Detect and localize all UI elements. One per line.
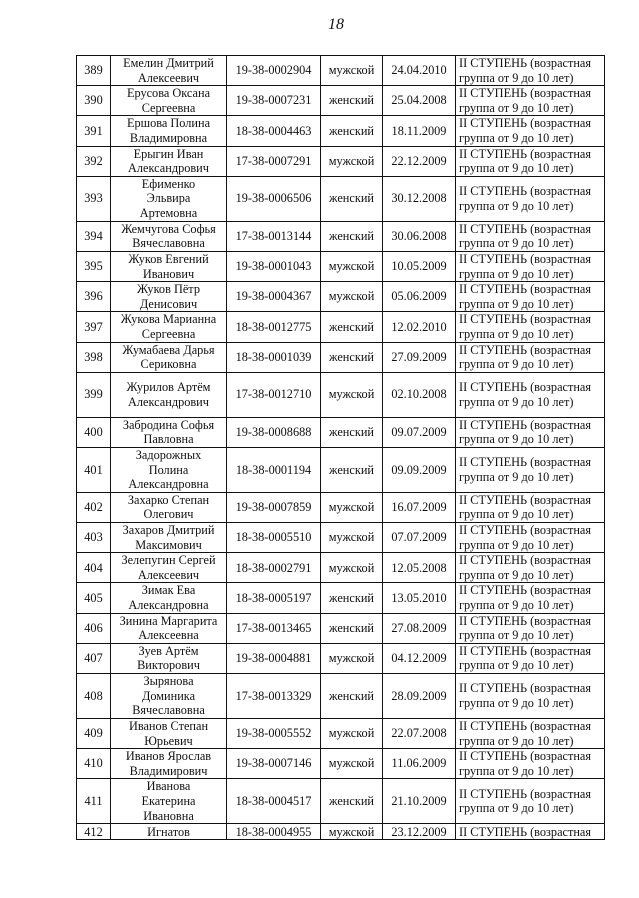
gender-cell: мужской xyxy=(321,56,383,86)
participant-id-cell: 19-38-0001043 xyxy=(227,251,321,281)
gender-cell: женский xyxy=(321,779,383,824)
birth-date-cell: 09.09.2009 xyxy=(383,447,456,492)
level-cell: II СТУПЕНЬ (возрастная группа от 9 до 10 лет) xyxy=(456,176,605,221)
full-name-cell: Захарко Степан Олегович xyxy=(111,492,227,522)
full-name-cell: Ефименко Эльвира Артемовна xyxy=(111,176,227,221)
level-cell: II СТУПЕНЬ (возрастная группа от 9 до 10 лет) xyxy=(456,613,605,643)
row-number-cell: 396 xyxy=(77,282,111,312)
participant-id-cell: 18-38-0004517 xyxy=(227,779,321,824)
table-row xyxy=(77,824,605,840)
full-name-cell: Иванов Ярослав Владимирович xyxy=(111,749,227,779)
full-name-cell: Зуев Артём Викторович xyxy=(111,643,227,673)
gender-cell: мужской xyxy=(321,719,383,749)
level-cell: II СТУПЕНЬ (возрастная xyxy=(456,824,605,840)
full-name-cell: Зимак Ева Александровна xyxy=(111,583,227,613)
row-number-cell: 392 xyxy=(77,146,111,176)
level-cell: II СТУПЕНЬ (возрастная группа от 9 до 10 лет) xyxy=(456,86,605,116)
gender-cell: женский xyxy=(321,86,383,116)
full-name-cell: Забродина Софья Павловна xyxy=(111,417,227,447)
full-name-cell: Жукова Марианна Сергеевна xyxy=(111,312,227,342)
level-cell: II СТУПЕНЬ (возрастная группа от 9 до 10 лет) xyxy=(456,583,605,613)
table-row xyxy=(77,719,605,749)
participant-id-cell: 19-38-0007231 xyxy=(227,86,321,116)
level-cell: II СТУПЕНЬ (возрастная группа от 9 до 10 лет) xyxy=(456,221,605,251)
participant-id-cell: 19-38-0004367 xyxy=(227,282,321,312)
table-row xyxy=(77,523,605,553)
table-row xyxy=(77,674,605,719)
full-name-cell: Иванов Степан Юрьевич xyxy=(111,719,227,749)
gender-cell: женский xyxy=(321,176,383,221)
birth-date-cell: 12.02.2010 xyxy=(383,312,456,342)
gender-cell: женский xyxy=(321,447,383,492)
participant-id-cell: 19-38-0008688 xyxy=(227,417,321,447)
level-cell: II СТУПЕНЬ (возрастная группа от 9 до 10 лет) xyxy=(456,553,605,583)
birth-date-cell: 30.12.2008 xyxy=(383,176,456,221)
participant-id-cell: 18-38-0005197 xyxy=(227,583,321,613)
birth-date-cell: 13.05.2010 xyxy=(383,583,456,613)
full-name-cell: Журилов Артём Александрович xyxy=(111,372,227,417)
birth-date-cell: 23.12.2009 xyxy=(383,824,456,840)
row-number-cell: 410 xyxy=(77,749,111,779)
table-row xyxy=(77,583,605,613)
row-number-cell: 390 xyxy=(77,86,111,116)
full-name-cell: Зырянова Доминика Вячеславовна xyxy=(111,674,227,719)
participant-id-cell: 18-38-0012775 xyxy=(227,312,321,342)
row-number-cell: 404 xyxy=(77,553,111,583)
participant-id-cell: 18-38-0005510 xyxy=(227,523,321,553)
gender-cell: женский xyxy=(321,221,383,251)
level-cell: II СТУПЕНЬ (возрастная группа от 9 до 10 лет) xyxy=(456,674,605,719)
level-cell: II СТУПЕНЬ (возрастная группа от 9 до 10 лет) xyxy=(456,779,605,824)
birth-date-cell: 28.09.2009 xyxy=(383,674,456,719)
row-number-cell: 401 xyxy=(77,447,111,492)
table-row xyxy=(77,282,605,312)
table-row xyxy=(77,56,605,86)
gender-cell: мужской xyxy=(321,282,383,312)
full-name-cell: Иванова Екатерина Ивановна xyxy=(111,779,227,824)
table-row xyxy=(77,779,605,824)
full-name-cell: Ерусова Оксана Сергеевна xyxy=(111,86,227,116)
full-name-cell: Зелепугин Сергей Алексеевич xyxy=(111,553,227,583)
birth-date-cell: 02.10.2008 xyxy=(383,372,456,417)
level-cell: II СТУПЕНЬ (возрастная группа от 9 до 10 лет) xyxy=(456,372,605,417)
birth-date-cell: 16.07.2009 xyxy=(383,492,456,522)
participant-id-cell: 19-38-0004881 xyxy=(227,643,321,673)
birth-date-cell: 30.06.2008 xyxy=(383,221,456,251)
birth-date-cell: 27.09.2009 xyxy=(383,342,456,372)
gender-cell: женский xyxy=(321,613,383,643)
full-name-cell: Игнатов xyxy=(111,824,227,840)
row-number-cell: 389 xyxy=(77,56,111,86)
gender-cell: женский xyxy=(321,342,383,372)
birth-date-cell: 21.10.2009 xyxy=(383,779,456,824)
birth-date-cell: 05.06.2009 xyxy=(383,282,456,312)
gender-cell: мужской xyxy=(321,523,383,553)
level-cell: II СТУПЕНЬ (возрастная группа от 9 до 10 лет) xyxy=(456,146,605,176)
participant-id-cell: 17-38-0007291 xyxy=(227,146,321,176)
table-row xyxy=(77,176,605,221)
level-cell: II СТУПЕНЬ (возрастная группа от 9 до 10 лет) xyxy=(456,447,605,492)
full-name-cell: Ерыгин Иван Александрович xyxy=(111,146,227,176)
gender-cell: мужской xyxy=(321,553,383,583)
level-cell: II СТУПЕНЬ (возрастная группа от 9 до 10 лет) xyxy=(456,251,605,281)
table-row xyxy=(77,613,605,643)
birth-date-cell: 24.04.2010 xyxy=(383,56,456,86)
row-number-cell: 412 xyxy=(77,824,111,840)
full-name-cell: Зинина Маргарита Алексеевна xyxy=(111,613,227,643)
participant-id-cell: 19-38-0007859 xyxy=(227,492,321,522)
table-row xyxy=(77,251,605,281)
participant-id-cell: 18-38-0002791 xyxy=(227,553,321,583)
row-number-cell: 395 xyxy=(77,251,111,281)
full-name-cell: Жуков Пётр Денисович xyxy=(111,282,227,312)
row-number-cell: 398 xyxy=(77,342,111,372)
gender-cell: женский xyxy=(321,312,383,342)
level-cell: II СТУПЕНЬ (возрастная группа от 9 до 10 лет) xyxy=(456,282,605,312)
participant-id-cell: 18-38-0004955 xyxy=(227,824,321,840)
gender-cell: мужской xyxy=(321,146,383,176)
row-number-cell: 400 xyxy=(77,417,111,447)
row-number-cell: 409 xyxy=(77,719,111,749)
gender-cell: мужской xyxy=(321,824,383,840)
level-cell: II СТУПЕНЬ (возрастная группа от 9 до 10 лет) xyxy=(456,643,605,673)
participant-id-cell: 17-38-0013329 xyxy=(227,674,321,719)
gender-cell: мужской xyxy=(321,372,383,417)
table-row xyxy=(77,553,605,583)
participant-id-cell: 17-38-0013465 xyxy=(227,613,321,643)
row-number-cell: 406 xyxy=(77,613,111,643)
row-number-cell: 399 xyxy=(77,372,111,417)
birth-date-cell: 18.11.2009 xyxy=(383,116,456,146)
level-cell: II СТУПЕНЬ (возрастная группа от 9 до 10 лет) xyxy=(456,417,605,447)
birth-date-cell: 11.06.2009 xyxy=(383,749,456,779)
level-cell: II СТУПЕНЬ (возрастная группа от 9 до 10 лет) xyxy=(456,492,605,522)
level-cell: II СТУПЕНЬ (возрастная группа от 9 до 10 лет) xyxy=(456,523,605,553)
full-name-cell: Задорожных Полина Александровна xyxy=(111,447,227,492)
row-number-cell: 405 xyxy=(77,583,111,613)
table-row xyxy=(77,492,605,522)
row-number-cell: 402 xyxy=(77,492,111,522)
gender-cell: мужской xyxy=(321,492,383,522)
participants-table-body xyxy=(77,56,605,840)
level-cell: II СТУПЕНЬ (возрастная группа от 9 до 10 лет) xyxy=(456,116,605,146)
full-name-cell: Жуков Евгений Иванович xyxy=(111,251,227,281)
birth-date-cell: 25.04.2008 xyxy=(383,86,456,116)
gender-cell: женский xyxy=(321,674,383,719)
table-row xyxy=(77,447,605,492)
table-row xyxy=(77,86,605,116)
table-row xyxy=(77,221,605,251)
participant-id-cell: 19-38-0006506 xyxy=(227,176,321,221)
gender-cell: женский xyxy=(321,116,383,146)
row-number-cell: 411 xyxy=(77,779,111,824)
table-row xyxy=(77,342,605,372)
participant-id-cell: 17-38-0012710 xyxy=(227,372,321,417)
full-name-cell: Жумабаева Дарья Сериковна xyxy=(111,342,227,372)
table-row xyxy=(77,417,605,447)
level-cell: II СТУПЕНЬ (возрастная группа от 9 до 10 лет) xyxy=(456,312,605,342)
full-name-cell: Захаров Дмитрий Максимович xyxy=(111,523,227,553)
page-number: 18 xyxy=(328,16,344,33)
table-row xyxy=(77,146,605,176)
level-cell: II СТУПЕНЬ (возрастная группа от 9 до 10 лет) xyxy=(456,56,605,86)
gender-cell: женский xyxy=(321,583,383,613)
gender-cell: женский xyxy=(321,417,383,447)
row-number-cell: 407 xyxy=(77,643,111,673)
birth-date-cell: 22.12.2009 xyxy=(383,146,456,176)
birth-date-cell: 12.05.2008 xyxy=(383,553,456,583)
participant-id-cell: 19-38-0007146 xyxy=(227,749,321,779)
row-number-cell: 393 xyxy=(77,176,111,221)
row-number-cell: 403 xyxy=(77,523,111,553)
level-cell: II СТУПЕНЬ (возрастная группа от 9 до 10 лет) xyxy=(456,719,605,749)
birth-date-cell: 27.08.2009 xyxy=(383,613,456,643)
level-cell: II СТУПЕНЬ (возрастная группа от 9 до 10 лет) xyxy=(456,342,605,372)
row-number-cell: 391 xyxy=(77,116,111,146)
birth-date-cell: 10.05.2009 xyxy=(383,251,456,281)
birth-date-cell: 07.07.2009 xyxy=(383,523,456,553)
level-cell: II СТУПЕНЬ (возрастная группа от 9 до 10 лет) xyxy=(456,749,605,779)
full-name-cell: Емелин Дмитрий Алексеевич xyxy=(111,56,227,86)
table-row xyxy=(77,312,605,342)
full-name-cell: Жемчугова Софья Вячеславовна xyxy=(111,221,227,251)
participant-id-cell: 18-38-0001194 xyxy=(227,447,321,492)
table-row xyxy=(77,116,605,146)
row-number-cell: 394 xyxy=(77,221,111,251)
participant-id-cell: 19-38-0002904 xyxy=(227,56,321,86)
gender-cell: мужской xyxy=(321,251,383,281)
birth-date-cell: 22.07.2008 xyxy=(383,719,456,749)
birth-date-cell: 09.07.2009 xyxy=(383,417,456,447)
participant-id-cell: 19-38-0005552 xyxy=(227,719,321,749)
gender-cell: мужской xyxy=(321,749,383,779)
participants-table xyxy=(76,55,605,840)
birth-date-cell: 04.12.2009 xyxy=(383,643,456,673)
table-row xyxy=(77,643,605,673)
participant-id-cell: 17-38-0013144 xyxy=(227,221,321,251)
participant-id-cell: 18-38-0004463 xyxy=(227,116,321,146)
full-name-cell: Ершова Полина Владимировна xyxy=(111,116,227,146)
table-row xyxy=(77,749,605,779)
row-number-cell: 408 xyxy=(77,674,111,719)
table-row xyxy=(77,372,605,417)
row-number-cell: 397 xyxy=(77,312,111,342)
gender-cell: мужской xyxy=(321,643,383,673)
participant-id-cell: 18-38-0001039 xyxy=(227,342,321,372)
